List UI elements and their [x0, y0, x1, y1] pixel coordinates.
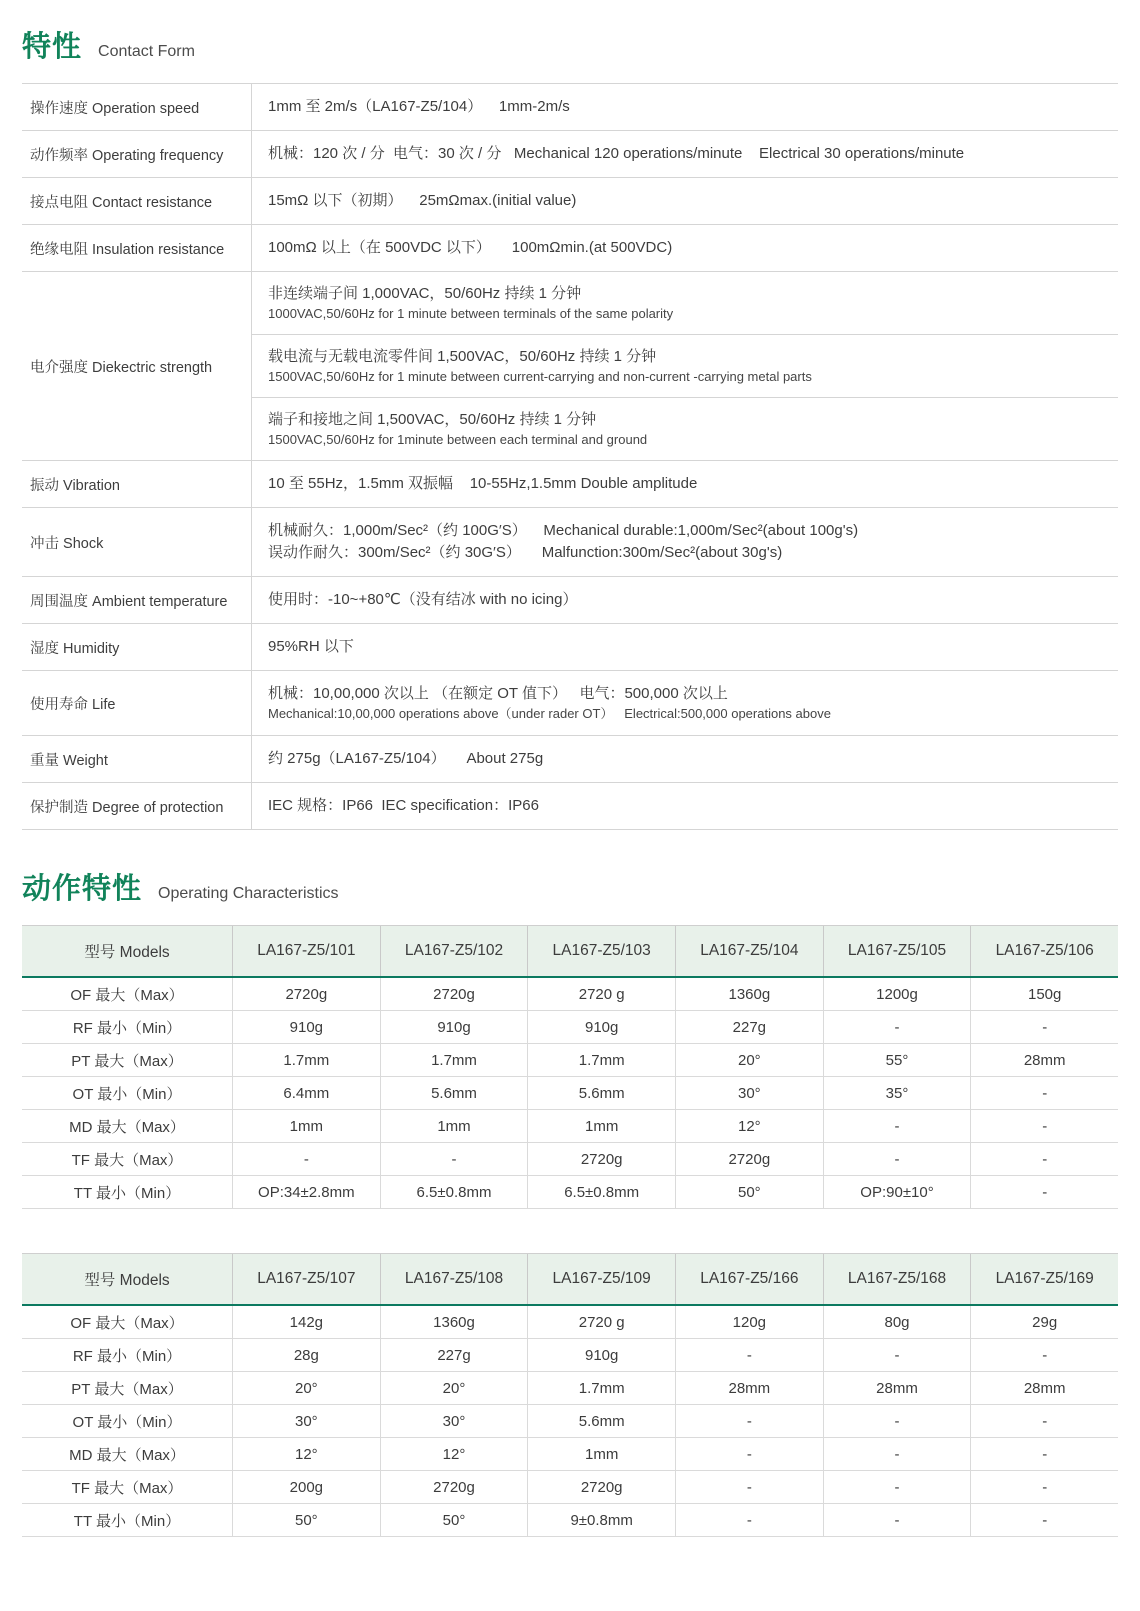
spec-value-line: 95%RH 以下 — [268, 638, 354, 655]
spec-value-block — [252, 178, 1118, 224]
value-cell: 1mm — [527, 1110, 675, 1142]
table-row — [22, 978, 1118, 1011]
value-cell: - — [970, 1339, 1118, 1371]
value-cell: 2720g — [380, 1471, 528, 1503]
spec-value-line: 非连续端子间 1,000VAC，50/60Hz 持续 1 分钟 — [268, 285, 582, 302]
model-name-header-cell: LA167-Z5/104 — [675, 926, 823, 976]
spec-row — [22, 84, 1118, 131]
value-cell: 6.5±0.8mm — [380, 1176, 528, 1208]
value-cell: - — [675, 1438, 823, 1470]
value-cell: 30° — [380, 1405, 528, 1437]
value-cell: 1mm — [380, 1110, 528, 1142]
value-cell: - — [675, 1339, 823, 1371]
value-cell: 2720g — [527, 1143, 675, 1175]
spec-row-label: 振动 Vibration — [22, 461, 252, 507]
spec-row — [22, 783, 1118, 830]
value-cell: 1200g — [823, 978, 971, 1010]
table-row — [22, 1176, 1118, 1209]
spec-row-value — [252, 272, 1118, 460]
value-cell: 50° — [380, 1504, 528, 1536]
spec-row-label: 接点电阻 Contact resistance — [22, 178, 252, 224]
spec-row — [22, 736, 1118, 783]
spec-value-line: 15mΩ 以下（初期） 25mΩmax.(initial value) — [268, 192, 577, 209]
value-cell: 5.6mm — [527, 1405, 675, 1437]
value-cell: - — [823, 1438, 971, 1470]
spec-value-block — [252, 783, 1118, 829]
value-cell: 2720g — [675, 1143, 823, 1175]
operating-characteristics-heading — [22, 866, 1118, 907]
model-name-header-cell: LA167-Z5/107 — [232, 1254, 380, 1304]
row-label-cell: MD 最大（Max） — [69, 1118, 185, 1136]
value-cell: - — [823, 1110, 971, 1142]
value-cell: 2720g — [380, 978, 528, 1010]
spec-value-line: IEC 规格：IP66 IEC specification：IP66 — [268, 797, 539, 814]
spec-value-block — [252, 508, 1118, 576]
spec-row — [22, 508, 1118, 577]
value-cell: 28mm — [675, 1372, 823, 1404]
value-cell: 50° — [232, 1504, 380, 1536]
table-row — [22, 1110, 1118, 1143]
row-label-cell: TT 最小（Min） — [73, 1184, 181, 1202]
value-cell: - — [970, 1143, 1118, 1175]
value-cell: 1.7mm — [232, 1044, 380, 1076]
table-row — [22, 1011, 1118, 1044]
spec-value-line: 1mm 至 2m/s（LA167-Z5/104） 1mm-2m/s — [268, 98, 570, 115]
value-cell: 200g — [232, 1471, 380, 1503]
table-header-row — [22, 925, 1118, 978]
spec-value-block — [252, 736, 1118, 782]
value-cell: 28mm — [970, 1044, 1118, 1076]
value-cell: OP:90±10° — [823, 1176, 971, 1208]
spec-value-block — [252, 577, 1118, 623]
value-cell: - — [970, 1405, 1118, 1437]
value-cell: - — [823, 1405, 971, 1437]
row-label-cell: MD 最大（Max） — [69, 1446, 185, 1464]
value-cell: 1mm — [527, 1438, 675, 1470]
value-cell: 20° — [675, 1044, 823, 1076]
value-cell: 50° — [675, 1176, 823, 1208]
value-cell: - — [232, 1143, 380, 1175]
model-name-header-cell: LA167-Z5/168 — [823, 1254, 971, 1304]
spec-value-line: 端子和接地之间 1,500VAC，50/60Hz 持续 1 分钟 — [268, 411, 597, 428]
spec-row — [22, 624, 1118, 671]
spec-row-label: 湿度 Humidity — [22, 624, 252, 670]
model-name-header-cell: LA167-Z5/102 — [380, 926, 528, 976]
spec-row — [22, 461, 1118, 508]
spec-value-line: 机械耐久：1,000m/Sec²（约 100G′S） Mechanical durable:1,000m/Sec²(about 100g's) — [268, 522, 859, 539]
spec-value-line: 100mΩ 以上（在 500VDC 以下） 100mΩmin.(at 500VDC) — [268, 239, 673, 256]
table-row — [22, 1504, 1118, 1537]
value-cell: - — [970, 1471, 1118, 1503]
value-cell: 12° — [380, 1438, 528, 1470]
value-cell: - — [970, 1176, 1118, 1208]
value-cell: - — [675, 1471, 823, 1503]
value-cell: 1360g — [380, 1306, 528, 1338]
value-cell: 20° — [232, 1372, 380, 1404]
spec-value-line: 使用时：-10~+80℃（没有结冰 with no icing） — [268, 591, 578, 608]
model-name-header-cell: LA167-Z5/109 — [527, 1254, 675, 1304]
row-label-cell: RF 最小（Min） — [72, 1347, 182, 1365]
model-name-header-cell: LA167-Z5/103 — [527, 926, 675, 976]
value-cell: 2720g — [232, 978, 380, 1010]
value-cell: 29g — [970, 1306, 1118, 1338]
row-label-cell: TT 最小（Min） — [73, 1512, 181, 1530]
value-cell: - — [823, 1471, 971, 1503]
value-cell: 30° — [232, 1405, 380, 1437]
spec-row — [22, 577, 1118, 624]
spec-value-block — [252, 461, 1118, 507]
spec-value-block — [252, 624, 1118, 670]
table-row — [22, 1438, 1118, 1471]
spec-row-value — [252, 461, 1118, 507]
spec-row-value — [252, 624, 1118, 670]
table-row — [22, 1044, 1118, 1077]
value-cell: 150g — [970, 978, 1118, 1010]
value-cell: 120g — [675, 1306, 823, 1338]
spec-value-block — [252, 225, 1118, 271]
spec-row — [22, 272, 1118, 461]
row-label-cell: OT 最小（Min） — [72, 1413, 182, 1431]
row-label-cell: OF 最大（Max） — [70, 1314, 184, 1332]
spec-row-value — [252, 736, 1118, 782]
value-cell: 6.5±0.8mm — [527, 1176, 675, 1208]
table-row — [22, 1306, 1118, 1339]
value-cell: 2720 g — [527, 978, 675, 1010]
table-row — [22, 1372, 1118, 1405]
value-cell: 5.6mm — [527, 1077, 675, 1109]
value-cell: 28mm — [970, 1372, 1118, 1404]
spec-row-label: 重量 Weight — [22, 736, 252, 782]
value-cell: - — [823, 1504, 971, 1536]
models-header-cell: 型号 Models — [84, 944, 170, 961]
spec-value-line: 1000VAC,50/60Hz for 1 minute between terminals of the same polarity — [268, 306, 674, 321]
spec-value-block — [252, 397, 1118, 460]
models-header-cell: 型号 Models — [84, 1272, 170, 1289]
spec-value-block — [252, 334, 1118, 397]
value-cell: 35° — [823, 1077, 971, 1109]
table-row — [22, 1339, 1118, 1372]
value-cell: 910g — [232, 1011, 380, 1043]
spec-row-label: 动作频率 Operating frequency — [22, 131, 252, 177]
spec-value-block — [252, 131, 1118, 177]
value-cell: 1.7mm — [527, 1372, 675, 1404]
spec-row-label: 保护制造 Degree of protection — [22, 783, 252, 829]
model-name-header-cell: LA167-Z5/169 — [970, 1254, 1118, 1304]
value-cell: 12° — [232, 1438, 380, 1470]
value-cell: - — [970, 1438, 1118, 1470]
value-cell: - — [970, 1077, 1118, 1109]
value-cell: 5.6mm — [380, 1077, 528, 1109]
row-label-cell: RF 最小（Min） — [72, 1019, 182, 1037]
value-cell: 28g — [232, 1339, 380, 1371]
spec-row-label: 绝缘电阻 Insulation resistance — [22, 225, 252, 271]
value-cell: 910g — [380, 1011, 528, 1043]
value-cell: 20° — [380, 1372, 528, 1404]
value-cell: 910g — [527, 1011, 675, 1043]
operating-characteristics-heading-zh: 动作特性 — [22, 873, 143, 905]
spec-row — [22, 225, 1118, 272]
spec-value-line: 机械：120 次 / 分 电气：30 次 / 分 Mechanical 120 operations/minute Electrical 30 operations/minute — [268, 145, 965, 162]
model-name-header-cell: LA167-Z5/105 — [823, 926, 971, 976]
spec-row-value — [252, 508, 1118, 576]
value-cell: 1.7mm — [527, 1044, 675, 1076]
value-cell: 30° — [675, 1077, 823, 1109]
spec-row-value — [252, 671, 1118, 735]
value-cell: - — [675, 1405, 823, 1437]
table-row — [22, 1143, 1118, 1176]
contact-form-spec-table — [22, 83, 1118, 830]
value-cell: - — [970, 1011, 1118, 1043]
value-cell: 227g — [380, 1339, 528, 1371]
value-cell: - — [970, 1110, 1118, 1142]
value-cell: 2720 g — [527, 1306, 675, 1338]
spec-value-line: 载电流与无载电流零件间 1,500VAC，50/60Hz 持续 1 分钟 — [268, 348, 657, 365]
row-label-cell: OT 最小（Min） — [72, 1085, 182, 1103]
spec-value-line: 约 275g（LA167-Z5/104） About 275g — [268, 750, 544, 767]
value-cell: 6.4mm — [232, 1077, 380, 1109]
spec-value-line: 1500VAC,50/60Hz for 1 minute between current-carrying and non-current -carrying metal parts — [268, 369, 812, 384]
value-cell: 142g — [232, 1306, 380, 1338]
value-cell: 1360g — [675, 978, 823, 1010]
spec-value-block — [252, 671, 1118, 735]
row-label-cell: OF 最大（Max） — [70, 986, 184, 1004]
spec-row — [22, 131, 1118, 178]
table-header-row — [22, 1253, 1118, 1306]
value-cell: 2720g — [527, 1471, 675, 1503]
row-label-cell: TF 最大（Max） — [71, 1151, 183, 1169]
spec-value-block — [252, 84, 1118, 130]
value-cell: - — [675, 1504, 823, 1536]
model-name-header-cell: LA167-Z5/108 — [380, 1254, 528, 1304]
value-cell: - — [823, 1339, 971, 1371]
value-cell: 9±0.8mm — [527, 1504, 675, 1536]
spec-row-value — [252, 577, 1118, 623]
table-row — [22, 1405, 1118, 1438]
contact-form-heading-zh: 特性 — [22, 31, 83, 63]
value-cell: 12° — [675, 1110, 823, 1142]
value-cell: 28mm — [823, 1372, 971, 1404]
value-cell: 80g — [823, 1306, 971, 1338]
value-cell: OP:34±2.8mm — [232, 1176, 380, 1208]
operating-characteristics-table-2 — [22, 1253, 1118, 1537]
spec-value-block — [252, 272, 1118, 334]
model-name-header-cell: LA167-Z5/166 — [675, 1254, 823, 1304]
spec-row-value — [252, 783, 1118, 829]
operating-characteristics-heading-en: Operating Characteristics — [158, 885, 339, 902]
spec-row — [22, 178, 1118, 225]
value-cell: 55° — [823, 1044, 971, 1076]
row-label-cell: PT 最大（Max） — [71, 1052, 183, 1070]
spec-value-line: 10 至 55Hz，1.5mm 双振幅 10-55Hz,1.5mm Double amplitude — [268, 475, 698, 492]
spec-row — [22, 671, 1118, 736]
spec-value-line: 1500VAC,50/60Hz for 1minute between each terminal and ground — [268, 432, 648, 447]
spec-row-value — [252, 225, 1118, 271]
spec-row-value — [252, 131, 1118, 177]
model-name-header-cell: LA167-Z5/106 — [970, 926, 1118, 976]
spec-value-line: 误动作耐久：300m/Sec²（约 30G′S） Malfunction:300m/Sec²(about 30g's) — [268, 544, 783, 561]
value-cell: 910g — [527, 1339, 675, 1371]
spec-row-value — [252, 84, 1118, 130]
contact-form-heading-en: Contact Form — [98, 43, 195, 60]
spec-value-line: Mechanical:10,00,000 operations above（under rader OT） Electrical:500,000 operations above — [268, 706, 831, 721]
table-row — [22, 1077, 1118, 1110]
value-cell: - — [823, 1143, 971, 1175]
spec-row-label: 使用寿命 Life — [22, 671, 252, 735]
table-row — [22, 1471, 1118, 1504]
spec-row-label: 冲击 Shock — [22, 508, 252, 576]
spec-row-label: 电介强度 Diekectric strength — [22, 272, 252, 460]
value-cell: - — [823, 1011, 971, 1043]
value-cell: - — [380, 1143, 528, 1175]
spec-row-label: 周围温度 Ambient temperature — [22, 577, 252, 623]
value-cell: 1.7mm — [380, 1044, 528, 1076]
value-cell: 1mm — [232, 1110, 380, 1142]
spec-value-line: 机械：10,00,000 次以上 （在额定 OT 值下） 电气：500,000 次以上 — [268, 685, 728, 702]
value-cell: 227g — [675, 1011, 823, 1043]
contact-form-heading — [22, 24, 1118, 65]
operating-characteristics-table-1 — [22, 925, 1118, 1209]
value-cell: - — [970, 1504, 1118, 1536]
spec-row-value — [252, 178, 1118, 224]
row-label-cell: TF 最大（Max） — [71, 1479, 183, 1497]
spec-row-label: 操作速度 Operation speed — [22, 84, 252, 130]
model-name-header-cell: LA167-Z5/101 — [232, 926, 380, 976]
row-label-cell: PT 最大（Max） — [71, 1380, 183, 1398]
